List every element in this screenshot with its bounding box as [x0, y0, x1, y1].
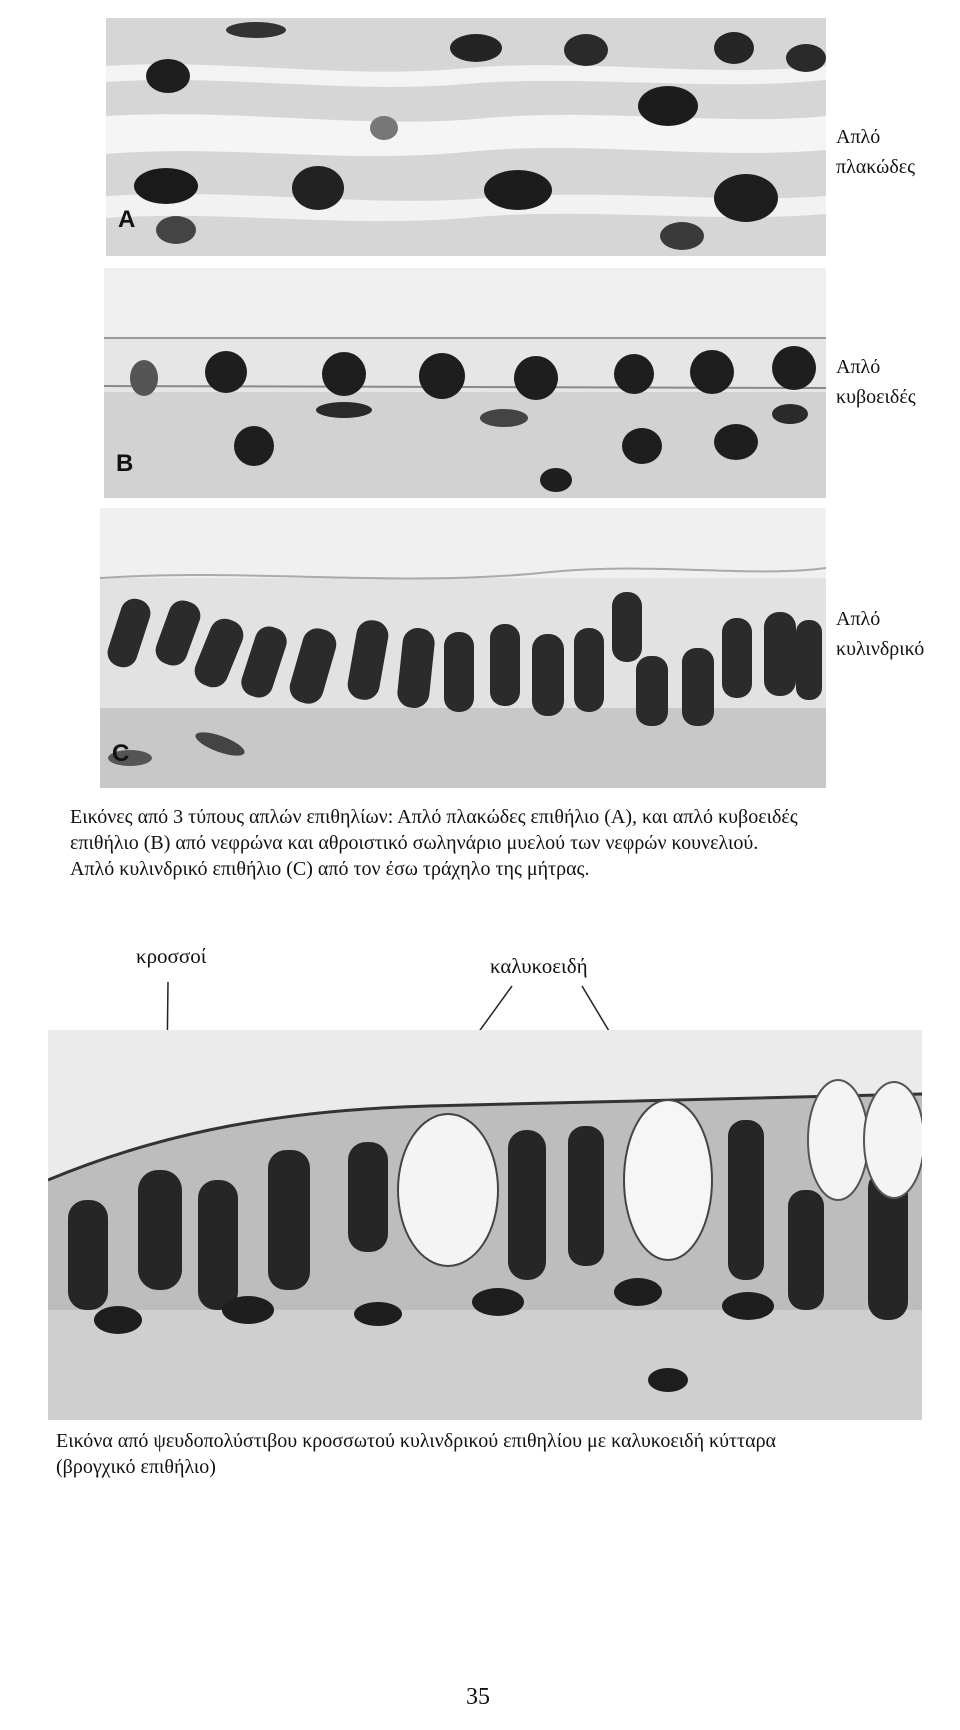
panel-c-label-line2: κυλινδρικό	[836, 638, 925, 660]
figure1-caption-line1: Εικόνες από 3 τύπους απλών επιθηλίων: Απλό πλακώδες επιθήλιο (Α), και απλό κυβοειδές	[70, 806, 798, 828]
panel-a-label	[836, 122, 915, 182]
page-number: 35	[466, 1684, 490, 1710]
panel-c-label-line1: Απλό	[836, 608, 881, 630]
annotation-cilia: κροσσοί	[136, 944, 207, 968]
panel-b-label	[836, 352, 916, 412]
figure1-caption	[70, 804, 950, 882]
panel-b-label-line2: κυβοειδές	[836, 386, 916, 408]
micrograph-panel-b	[104, 268, 826, 498]
panel-b-letter: B	[116, 450, 134, 477]
micrograph-bronchial-epithelium	[48, 1030, 922, 1420]
panel-c-letter: C	[112, 740, 130, 767]
micrograph-panel-c	[100, 508, 826, 788]
figure1-caption-line3: Απλό κυλινδρικό επιθήλιο (C) από τον έσω τράχηλο της μήτρας.	[70, 858, 590, 880]
panel-a-label-line1: Απλό	[836, 126, 881, 148]
annotation-goblet-cells: καλυκοειδή	[490, 954, 588, 978]
panel-a-label-line2: πλακώδες	[836, 156, 916, 178]
figure2-caption	[56, 1428, 946, 1480]
panel-c-label	[836, 604, 924, 664]
figure2-caption-line2: (βρογχικό επιθήλιο)	[56, 1456, 216, 1478]
panel-b-label-line1: Απλό	[836, 356, 881, 378]
panel-a-letter: A	[118, 206, 136, 233]
figure1-caption-line2: επιθήλιο (Β) από νεφρώνα και αθροιστικό σωληνάριο μυελού των νεφρών κουνελιού.	[70, 832, 759, 854]
figure2-caption-line1: Εικόνα από ψευδοπολύστιβου κροσσωτού κυλινδρικού επιθηλίου με καλυκοειδή κύτταρα	[56, 1430, 777, 1452]
micrograph-panel-a	[106, 18, 826, 256]
